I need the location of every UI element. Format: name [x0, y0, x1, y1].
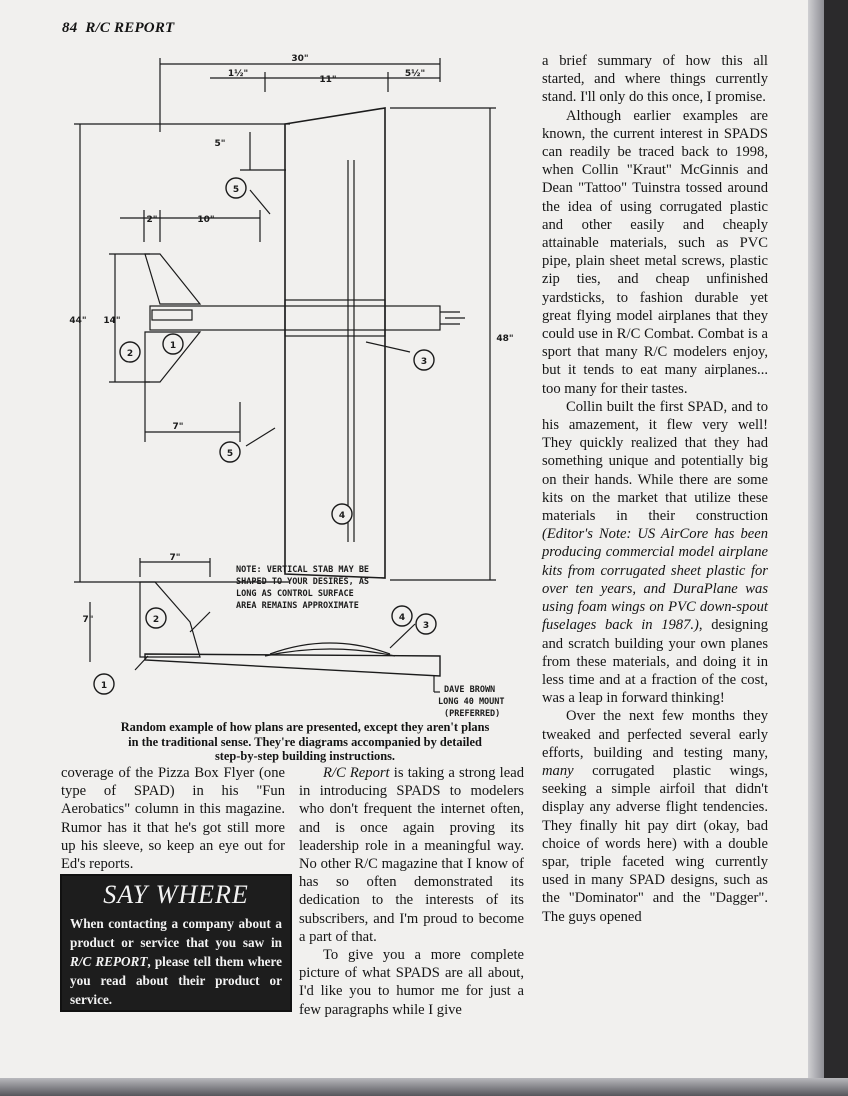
dim-five: 5" — [214, 139, 226, 149]
section-name: R/C REPORT — [85, 20, 175, 36]
svg-text:LONG AS CONTROL SURFACE: LONG AS CONTROL SURFACE — [236, 589, 354, 599]
callout-4-top: 4 — [338, 511, 346, 521]
svg-text:DAVE BROWN: DAVE BROWN — [444, 685, 496, 695]
col3-paragraph-1: a brief summary of how this all started, and where things currently stand. I'll only do this once, I promise. — [542, 53, 768, 106]
column-1 — [61, 764, 285, 873]
dim-seven-b: 7" — [169, 553, 181, 563]
dim-top-mid: 11" — [319, 75, 337, 85]
plans-diagram — [60, 42, 540, 722]
say-where-body: When contacting a company about a product or service that you saw in R/C REPORT, please tell them where you read about their product or service. — [70, 916, 283, 1007]
callout-1-side: 1 — [100, 681, 108, 691]
dim-14: 14" — [103, 316, 121, 326]
svg-text:NOTE: VERTICAL STAB MAY BE: NOTE: VERTICAL STAB MAY BE — [236, 565, 370, 575]
diagram-note — [236, 565, 369, 611]
callout-2-top: 2 — [126, 349, 134, 359]
col2-paragraph-2: To give you a more complete picture of what SPADS are all about, I'd like you to humor me for just a few paragraphs while I give — [299, 947, 524, 1018]
dim-top-left: 1½" — [227, 69, 249, 79]
dim-seven-c: 7" — [82, 615, 94, 625]
page-header — [62, 20, 174, 37]
dim-span-total: 30" — [291, 54, 309, 64]
svg-text:SHAPED TO YOUR DESIRES, AS: SHAPED TO YOUR DESIRES, AS — [236, 577, 370, 587]
callout-4-side: 4 — [398, 613, 406, 623]
column-3 — [542, 52, 768, 926]
say-where-title: SAY WHERE — [103, 880, 249, 909]
callout-5-top: 5 — [232, 185, 240, 195]
col3-paragraph-3: Collin built the first SPAD, and to his amazement, it flew very well! They quickly realized that they had something unique and potentially big on their hands. While there are some kits on the market that utilize these materials in their construction (Editor's Note: US AirCore has been producing commercial model airplane kits from corrugated sheet plastic for over ten years, and DuraPlane was using foam wings on PVC down-spout fuselages back in 1987.), designing and scratch building your own planes from these materials, and doing it in less time and at a fraction of the cost, was a leap in forward thinking! — [542, 398, 768, 707]
page-edge-shadow — [808, 0, 824, 1096]
say-where-box — [60, 874, 292, 1012]
figure-caption: Random example of how plans are presented, except they aren't plans in the traditional sense. They're diagrams accompanied by detailed step-by-step building instructions. — [120, 720, 490, 764]
col1-paragraph: coverage of the Pizza Box Flyer (one type of SPAD) in his "Fun Aerobatics" column in this magazine. Rumor has it that he's got still more up his sleeve, so keep an eye out for Ed's reports. — [61, 765, 285, 873]
dim-top-right: 5½" — [404, 69, 426, 79]
diagram-svg — [60, 42, 540, 722]
callout-1-top: 1 — [169, 341, 177, 351]
callout-3-top: 3 — [420, 357, 428, 367]
page-bottom-shadow — [0, 1078, 848, 1096]
dim-48: 48" — [496, 334, 514, 344]
dim-two: 2" — [146, 215, 158, 225]
callout-5-mid: 5 — [226, 449, 234, 459]
callout-3-side: 3 — [422, 621, 430, 631]
dim-ten: 10" — [197, 215, 215, 225]
dim-seven-a: 7" — [172, 422, 184, 432]
mount-note — [438, 685, 505, 719]
col3-paragraph-2: Although earlier examples are known, the current interest in SPADS can readily be traced back to 1998, when Collin "Kraut" McGinnis and Dean "Tattoo" Tuinstra tossed around the idea of using corrugated plastic and other easily and cheaply attainable materials, such as PVC pipe, plain sheet metal screws, plastic zip ties, and cheap unfinished yardsticks, to fashion durable yet great flying model airplanes that they could use in R/C Combat. Combat is a sport that many R/C modelers enjoy, but it tends to eat many airplanes... too many for their tastes. — [542, 107, 768, 397]
callout-2-side: 2 — [152, 615, 160, 625]
col3-paragraph-4: Over the next few months they tweaked and perfected several early efforts, building and testing many, many corrugated plastic wings, seeking a simple airfoil that didn't display any adverse flight tendencies. They finally hit pay dirt (okay, bad choice of words here) with a double spar, triple faceted wing currently used in many SPAD designs, such as the "Dominator" and the "Dagger". The guys opened — [542, 708, 768, 925]
svg-text:LONG 40 MOUNT: LONG 40 MOUNT — [438, 697, 505, 707]
dim-44: 44" — [69, 316, 87, 326]
svg-text:(PREFERRED): (PREFERRED) — [444, 709, 501, 719]
svg-text:AREA REMAINS APPROXIMATE: AREA REMAINS APPROXIMATE — [236, 601, 359, 611]
column-2 — [299, 764, 524, 1019]
col2-paragraph-1: R/C Report is taking a strong lead in introducing SPADS to modelers who don't frequent the internet often, and is once again proving its leadership role in a meaningful way. No other R/C magazine that I know of has so often demonstrated its dedication to the interests of its subscribers, and I'm proud to become a part of that. — [299, 765, 524, 945]
page-number: 84 — [62, 20, 78, 36]
